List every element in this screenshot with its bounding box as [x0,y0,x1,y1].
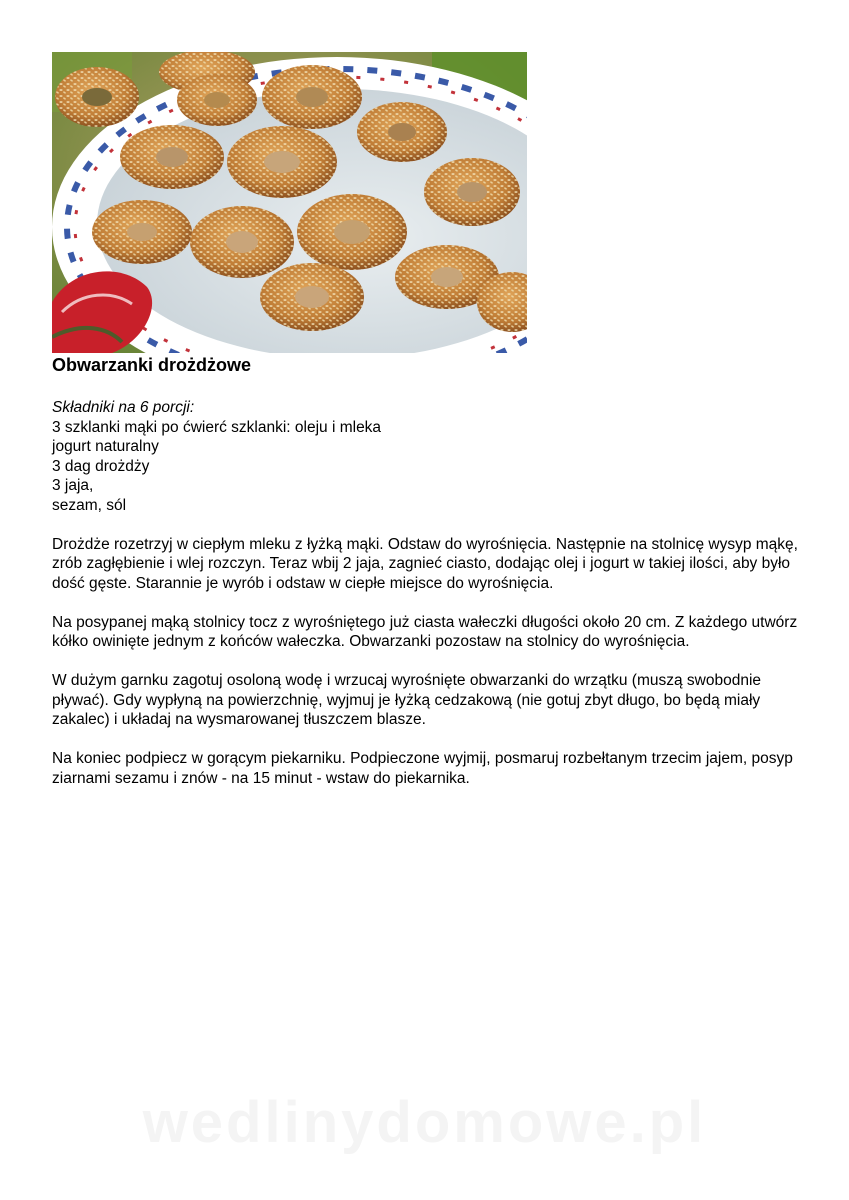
ingredient-item: 3 dag drożdży [52,457,150,475]
watermark: wedlinydomowe.pl [142,1090,707,1155]
ingredient-item: 3 jaja, [52,477,94,494]
step-paragraph: Drożdże rozetrzyj w ciepłym mleku z łyżką mąki. Odstaw do wyrośnięcia. Następnie na stolnicę wysyp mąkę, zrób zagłębienie i wlej rozczyn. Teraz wbij 2 jaja, zagnieć ciasto, dodając olej i jogurt w takiej ilości, aby było dość gęste. Starannie je wyrób i odstaw w ciepłe miejsce do wyrośnięcia. [52,535,798,592]
ingredients-heading: Składniki na 6 porcji: [52,399,195,416]
recipe-title: Obwarzanki drożdżowe [52,355,252,375]
ingredient-item: sezam, sól [52,496,127,514]
ingredients-list [52,418,812,516]
step-paragraph: Na koniec podpiecz w gorącym piekarniku. Podpieczone wyjmij, posmaruj rozbełtanym trzecim jajem, posyp ziarnami sezamu i znów - na 15 minut - wstaw do piekarnika. [52,750,793,787]
step-paragraph: Na posypanej mąką stolnicy tocz z wyrośniętego już ciasta wałeczki długości około 20 cm. Z każdego utwórz kółko owinięte jednym z końców wałeczka. Obwarzanki pozostaw na stolnicy do wyrośnięcia. [52,613,798,650]
recipe-photo [52,52,527,353]
ingredient-item: 3 szklanki mąki po ćwierć szklanki: oleju i mleka [52,418,382,436]
recipe-body [52,398,812,788]
recipe-photo-illustration [52,52,527,353]
ingredient-item: jogurt naturalny [52,438,159,455]
step-paragraph: W dużym garnku zagotuj osoloną wodę i wrzucaj wyrośnięte obwarzanki do wrzątku (muszą swobodnie pływać). Gdy wypłyną na powierzchnię, wyjmuj je łyżką cedzakową (nie gotuj zbyt długo, bo będą miały zakalec) i układaj na wysmarowanej tłuszczem blasze. [52,672,762,728]
